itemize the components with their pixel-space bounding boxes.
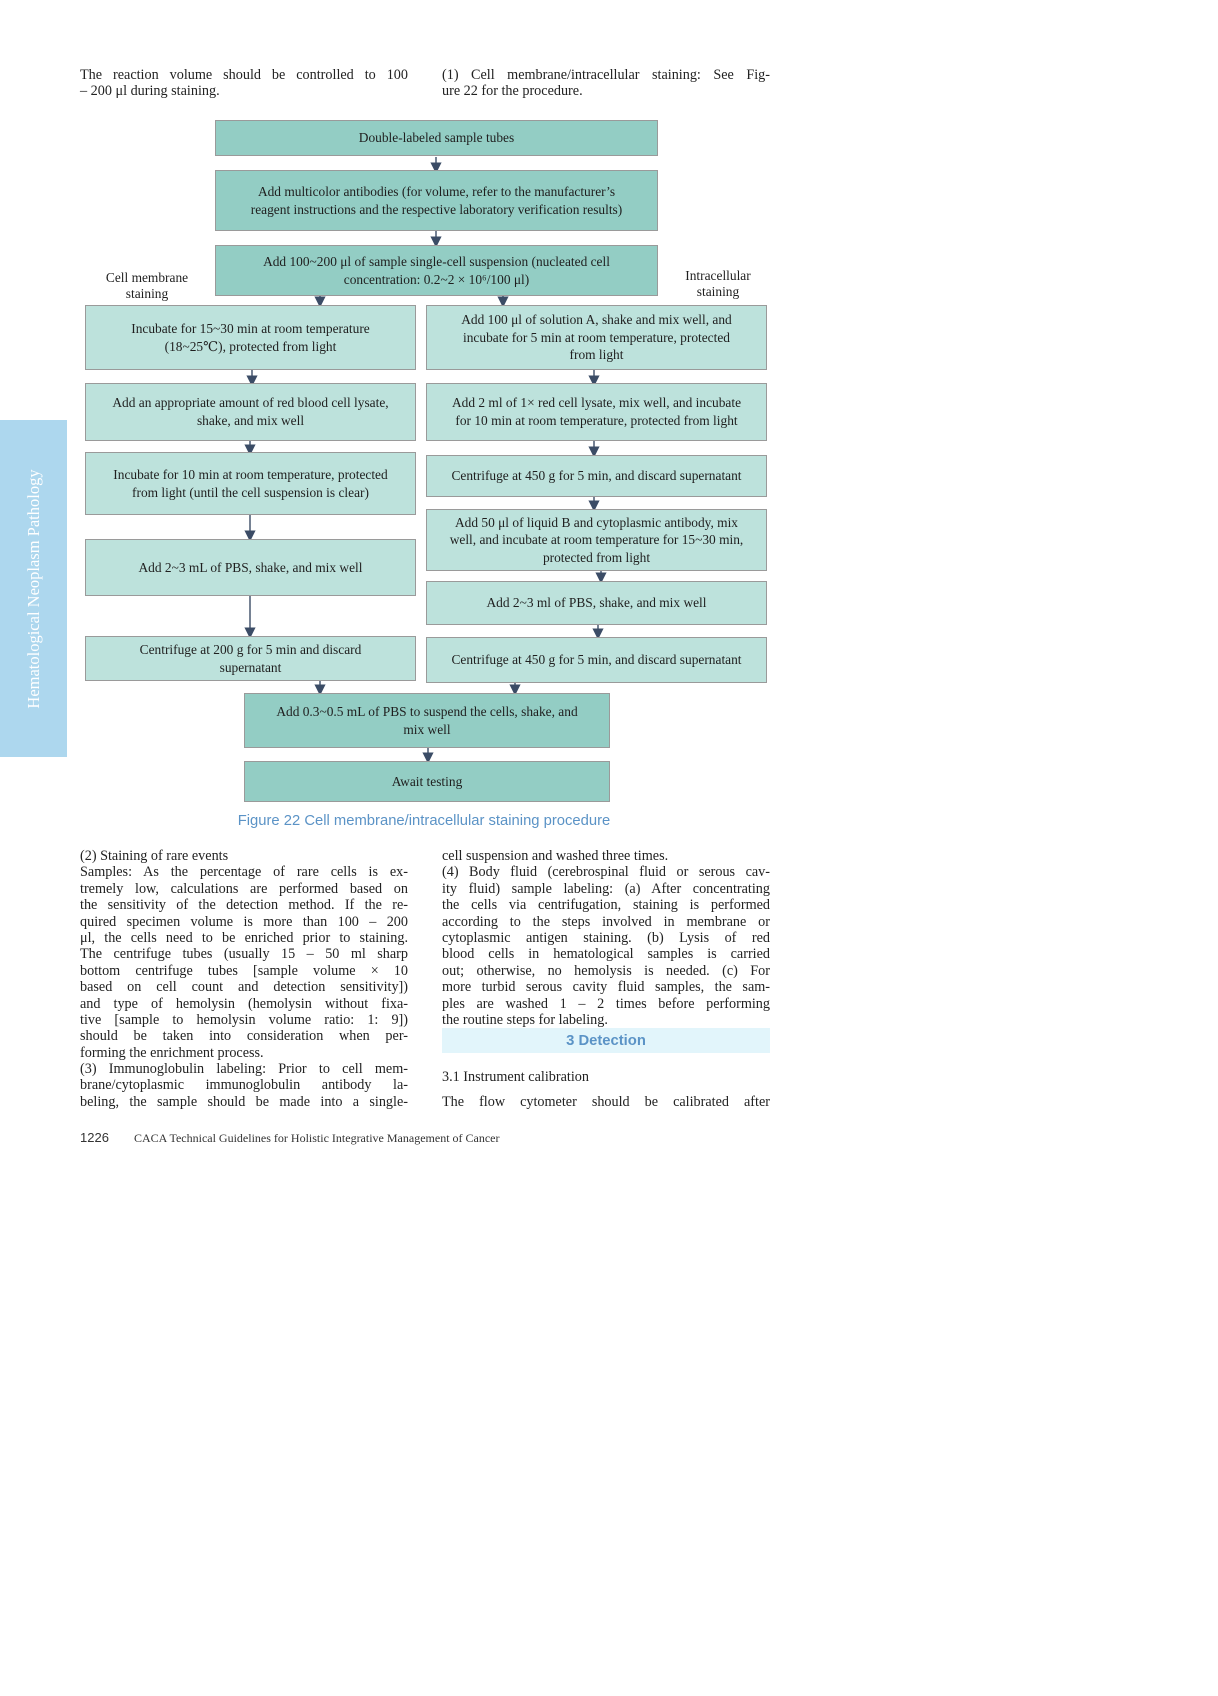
text-line: μl, the cells need to be enriched prior to staining. [80,929,408,946]
flow-add-suspension-box [215,245,658,296]
box-text: for 10 min at room temperature, protected from light [455,413,738,428]
box-text: Add 2 ml of 1× red cell lysate, mix well, and incubate [451,395,742,411]
text-line: Samples: As the percentage of rare cells is ex- [80,864,408,881]
text-line: cell suspension and washed three times. [442,848,669,864]
membrane-step-2 [85,383,416,441]
membrane-step-3 [85,452,416,515]
subsection-text [442,1094,770,1110]
box-text: well, and incubate at room temperature for 15~30 min, [449,532,744,548]
text-line: (4) Body fluid (cerebrospinal fluid or serous cav- [442,864,770,881]
box-text: from light [569,347,624,363]
membrane-step-1 [85,305,416,370]
flow-resuspend-box [244,693,610,748]
box-text: Add multicolor antibodies (for volume, refer to the manufacturer’s [257,183,616,199]
sidebar-tab [0,420,67,757]
box-text: incubate for 5 min at room temperature, protected [463,329,730,345]
box-text: Add 2~3 mL of PBS, shake, and mix well [138,559,363,575]
box-text: reagent instructions and the respective laboratory verification results) [250,201,623,217]
sidebar-label: Hematological Neoplasm Pathology [23,468,43,709]
intracellular-step-3 [426,455,767,497]
text-line: the sensitivity of the detection method. If the re- [80,897,408,914]
label-text: staining [125,286,169,301]
text-line: bottom centrifuge tubes [sample volume × 10 [80,962,408,979]
box-text: supernatant [219,659,282,675]
text-line: out; otherwise, no hemolysis is needed. (c) For [442,962,770,979]
text-line: tremely low, calculations are performed based on [80,880,408,897]
text-line: ity fluid) sample labeling: (a) After concentrating [442,880,770,897]
text-line: (3) Immunoglobulin labeling: Prior to cell mem- [80,1061,408,1078]
page-number: 1226 [80,1130,109,1145]
text-line: (1) Cell membrane/intracellular staining: See Fig- [442,67,770,83]
text-line: beling, the sample should be made into a single- [80,1093,408,1110]
text-line: – 200 μl during staining. [80,83,220,100]
intracellular-step-2 [426,383,767,441]
box-text: Double-labeled sample tubes [358,130,515,146]
text-line: blood cells in hematological samples is carried [442,946,770,963]
box-text: Centrifuge at 450 g for 5 min, and discard supernatant [451,468,742,484]
text-line: cytoplasmic antigen staining. (b) Lysis of red [442,929,770,946]
intracellular-step-1 [426,305,767,370]
text-line: according to the steps involved in membrane or [442,913,770,930]
text-line: the cells via centrifugation, staining is performed [442,897,770,914]
box-text: Centrifuge at 200 g for 5 min and discard [139,641,362,657]
box-text: Add an appropriate amount of red blood cell lysate, [112,395,389,411]
text-line: more turbid serous cavity fluid samples, the sam- [442,979,770,996]
intracellular-label [666,268,770,300]
text-line: should be taken into consideration when per- [80,1028,408,1045]
text-line: The flow cytometer should be calibrated after [442,1094,770,1110]
text-line: forming the enrichment process. [80,1044,264,1061]
box-text: Add 2~3 ml of PBS, shake, and mix well [486,595,707,611]
intracellular-step-5 [426,581,767,625]
box-text: Incubate for 15~30 min at room temperature [131,320,370,336]
box-text: Add 100 μl of solution A, shake and mix well, and [461,312,732,328]
text-line: based on cell count and detection sensitivity]) [80,979,408,996]
box-text: Centrifuge at 450 g for 5 min, and discard supernatant [451,652,742,668]
figure-caption: Figure 22 Cell membrane/intracellular staining procedure [237,813,611,829]
membrane-step-5 [85,636,416,681]
subsection-heading [442,1069,770,1085]
membrane-step-4 [85,539,416,596]
box-text: Incubate for 10 min at room temperature, protected [113,466,388,482]
box-text: Add 50 μl of liquid B and cytoplasmic antibody, mix [454,514,739,530]
section-heading: 3 Detection [442,1028,770,1053]
box-text: protected from light [542,549,651,565]
box-text: shake, and mix well [196,413,305,428]
text-line: (2) Staining of rare events [80,848,229,864]
journal-title: CACA Technical Guidelines for Holistic Integrative Management of Cancer [134,1131,500,1145]
box-text: from light (until the cell suspension is clear) [132,484,369,500]
text-line: ure 22 for the procedure. [442,83,583,100]
box-text: mix well [403,721,451,737]
box-text: Await testing [391,773,463,789]
text-line: tive [sample to hemolysin volume ratio: 1: 9]) [80,1011,408,1028]
label-text: staining [696,284,740,299]
box-text: (18~25℃), protected from light [164,338,337,354]
intracellular-step-4 [426,509,767,571]
text-line: the routine steps for labeling. [442,1011,608,1028]
body-text-left [80,848,408,1110]
flow-start-box [215,120,658,156]
body-text-right [442,848,770,1028]
label-text: Intracellular [685,268,751,283]
box-text: concentration: 0.2~2 × 10⁶/100 μl) [343,271,530,287]
box-text: Add 0.3~0.5 mL of PBS to suspend the cells, shake, and [276,703,578,719]
text-line: and type of hemolysin (hemolysin without fixa- [80,995,408,1012]
text-line: The centrifuge tubes (usually 15 – 50 ml sharp [80,946,408,963]
intracellular-step-6 [426,637,767,683]
box-text: Add 100~200 μl of sample single-cell suspension (nucleated cell [263,253,610,269]
text-line: brane/cytoplasmic immunoglobulin antibody la- [80,1077,408,1094]
text-line: quired specimen volume is more than 100 – 200 [80,913,408,930]
flow-final-box [244,761,610,802]
text-line: 3.1 Instrument calibration [442,1069,589,1085]
text-line: The reaction volume should be controlled to 100 [80,67,408,83]
text-line: ples are washed 1 – 2 times before performing [442,995,770,1012]
label-text: Cell membrane [105,270,189,285]
flow-add-antibodies-box [215,170,658,231]
cell-membrane-label [92,270,202,302]
